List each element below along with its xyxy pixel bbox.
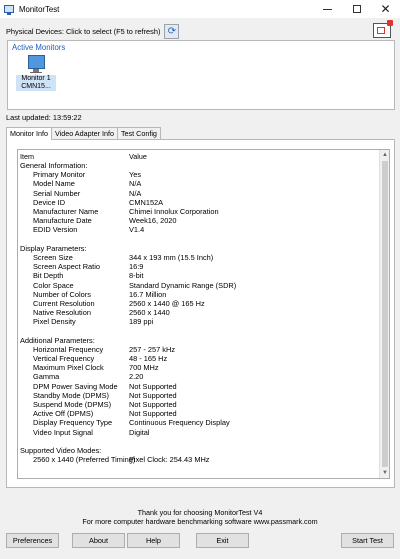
physical-devices-row bbox=[6, 23, 394, 39]
maximize-button[interactable] bbox=[342, 0, 371, 18]
grid-cell-value: 700 MHz bbox=[129, 363, 159, 373]
grid-row[interactable] bbox=[18, 418, 380, 427]
grid-cell-value: 257 - 257 kHz bbox=[129, 344, 176, 354]
grid-cell-item: Serial Number bbox=[33, 188, 81, 198]
grid-row[interactable] bbox=[18, 262, 380, 271]
grid-cell-item: 2560 x 1440 (Preferred Timing) bbox=[33, 455, 136, 465]
grid-row[interactable] bbox=[18, 253, 380, 262]
grid-row[interactable] bbox=[18, 179, 380, 188]
grid-cell-value: 48 - 165 Hz bbox=[129, 354, 168, 364]
grid-row[interactable] bbox=[18, 354, 380, 363]
grid-cell-value: N/A bbox=[129, 188, 142, 198]
active-monitors-title: Active Monitors bbox=[12, 43, 66, 52]
grid-cell-value: 344 x 193 mm (15.5 Inch) bbox=[129, 252, 214, 262]
grid-row[interactable] bbox=[18, 409, 380, 418]
grid-cell-item: Video Input Signal bbox=[33, 427, 93, 437]
button-bar bbox=[0, 533, 400, 549]
grid-row[interactable] bbox=[18, 382, 380, 391]
grid-header bbox=[18, 151, 380, 161]
grid-row[interactable] bbox=[18, 455, 380, 464]
tab-video-adapter-info[interactable]: Video Adapter Info bbox=[51, 127, 118, 139]
monitor-info-grid[interactable] bbox=[17, 149, 390, 479]
grid-cell-item: Gamma bbox=[33, 372, 60, 382]
grid-cell-value: Not Supported bbox=[129, 381, 177, 391]
monitor-name: Monitor 1 bbox=[16, 75, 56, 83]
preferences-button[interactable]: Preferences bbox=[6, 533, 59, 548]
close-icon: ✕ bbox=[380, 2, 391, 16]
grid-row[interactable] bbox=[18, 299, 380, 308]
grid-cell-item: Model Name bbox=[33, 179, 75, 189]
grid-cell-item: Screen Size bbox=[33, 252, 73, 262]
tab-monitor-info[interactable]: Monitor Info bbox=[6, 127, 52, 140]
app-monitor-icon bbox=[4, 5, 14, 13]
window-title: MonitorTest bbox=[19, 4, 60, 14]
grid-row[interactable] bbox=[18, 427, 380, 436]
footer-line-1: Thank you for choosing MonitorTest V4 bbox=[137, 508, 263, 517]
scroll-thumb[interactable] bbox=[382, 161, 388, 467]
footer-text bbox=[0, 509, 400, 526]
grid-row[interactable] bbox=[18, 308, 380, 317]
grid-row[interactable] bbox=[18, 391, 380, 400]
footer-line-2: For more computer hardware benchmarking software www.passmark.com bbox=[82, 516, 318, 526]
grid-row[interactable] bbox=[18, 170, 380, 179]
monitor-model: CMN15... bbox=[16, 83, 56, 91]
refresh-button[interactable] bbox=[164, 24, 179, 39]
close-button[interactable] bbox=[371, 0, 400, 18]
tab-test-config[interactable]: Test Config bbox=[117, 127, 161, 139]
grid-cell-item: Manufacturer Name bbox=[33, 207, 99, 217]
about-button[interactable]: About bbox=[72, 533, 125, 548]
grid-cell-value: 2560 x 1440 bbox=[129, 308, 170, 318]
minimize-icon bbox=[323, 9, 332, 10]
grid-cell-value: 8-bit bbox=[129, 271, 144, 281]
grid-row[interactable] bbox=[18, 225, 380, 234]
grid-cell-value: Week16, 2020 bbox=[129, 216, 177, 226]
grid-row[interactable] bbox=[18, 317, 380, 326]
grid-cell-item: Color Space bbox=[33, 280, 74, 290]
section-modes bbox=[18, 446, 380, 455]
physical-devices-label: Physical Devices: Click to select (F5 to refresh) bbox=[6, 26, 161, 36]
grid-row[interactable] bbox=[18, 400, 380, 409]
grid-row[interactable] bbox=[18, 280, 380, 289]
grid-scrollbar[interactable] bbox=[379, 150, 389, 478]
tab-bar bbox=[6, 127, 160, 139]
section-display bbox=[18, 244, 380, 253]
section-title: Additional Parameters: bbox=[20, 335, 95, 345]
grid-cell-item: Pixel Density bbox=[33, 317, 76, 327]
grid-row[interactable] bbox=[18, 207, 380, 216]
title-bar bbox=[0, 0, 400, 18]
grid-cell-value: 16:9 bbox=[129, 262, 144, 272]
identify-monitors-icon[interactable] bbox=[373, 23, 391, 38]
section-general bbox=[18, 161, 380, 170]
active-monitors-panel bbox=[7, 40, 395, 110]
maximize-icon bbox=[353, 5, 361, 13]
grid-cell-item: Current Resolution bbox=[33, 298, 95, 308]
grid-row[interactable] bbox=[18, 271, 380, 280]
section-title: Display Parameters: bbox=[20, 243, 87, 253]
grid-cell-item: Primary Monitor bbox=[33, 170, 86, 180]
header-value: Value bbox=[129, 151, 147, 161]
monitor-1-item[interactable] bbox=[16, 55, 56, 105]
grid-cell-item: EDID Version bbox=[33, 225, 78, 235]
grid-cell-value: V1.4 bbox=[129, 225, 145, 235]
header-item: Item bbox=[20, 151, 34, 161]
grid-cell-value: Yes bbox=[129, 170, 142, 180]
grid-cell-value: 16.7 Million bbox=[129, 289, 167, 299]
grid-cell-item: Active Off (DPMS) bbox=[33, 409, 94, 419]
section-additional bbox=[18, 336, 380, 345]
grid-cell-item: Maximum Pixel Clock bbox=[33, 363, 104, 373]
start-test-button[interactable]: Start Test bbox=[341, 533, 394, 548]
grid-cell-item: Manufacture Date bbox=[33, 216, 92, 226]
scroll-up-icon[interactable]: ▲ bbox=[382, 152, 388, 158]
section-title: General Information: bbox=[20, 161, 88, 171]
grid-row[interactable] bbox=[18, 189, 380, 198]
grid-cell-value: Not Supported bbox=[129, 390, 177, 400]
grid-row[interactable] bbox=[18, 372, 380, 381]
monitor-icon bbox=[28, 55, 45, 69]
refresh-icon: ⟳ bbox=[167, 25, 177, 37]
grid-cell-value: N/A bbox=[129, 179, 142, 189]
grid-cell-value: Pixel Clock: 254.43 MHz bbox=[129, 455, 210, 465]
monitor-info-panel bbox=[6, 139, 395, 488]
grid-cell-value: Digital bbox=[129, 427, 150, 437]
grid-cell-item: Suspend Mode (DPMS) bbox=[33, 399, 112, 409]
grid-cell-item: Vertical Frequency bbox=[33, 354, 95, 364]
grid-cell-item: Device ID bbox=[33, 197, 66, 207]
grid-cell-value: 189 ppi bbox=[129, 317, 154, 327]
grid-cell-value: Standard Dynamic Range (SDR) bbox=[129, 280, 237, 290]
scroll-down-icon[interactable]: ▼ bbox=[382, 470, 388, 476]
grid-cell-value: Not Supported bbox=[129, 399, 177, 409]
grid-cell-item: Horizontal Frequency bbox=[33, 344, 104, 354]
grid-row[interactable] bbox=[18, 290, 380, 299]
grid-cell-value: 2560 x 1440 @ 165 Hz bbox=[129, 298, 205, 308]
grid-row[interactable] bbox=[18, 345, 380, 354]
grid-cell-item: Number of Colors bbox=[33, 289, 91, 299]
grid-cell-value: CMN152A bbox=[129, 197, 164, 207]
grid-cell-item: Screen Aspect Ratio bbox=[33, 262, 100, 272]
grid-cell-item: Standby Mode (DPMS) bbox=[33, 390, 109, 400]
section-title: Supported Video Modes: bbox=[20, 445, 102, 455]
grid-cell-value: 2.20 bbox=[129, 372, 144, 382]
help-button[interactable]: Help bbox=[127, 533, 180, 548]
grid-cell-item: DPM Power Saving Mode bbox=[33, 381, 118, 391]
grid-cell-item: Native Resolution bbox=[33, 308, 91, 318]
grid-cell-value: Not Supported bbox=[129, 409, 177, 419]
minimize-button[interactable] bbox=[313, 0, 342, 18]
grid-cell-value: Chimei Innolux Corporation bbox=[129, 207, 219, 217]
grid-cell-item: Display Frequency Type bbox=[33, 418, 113, 428]
exit-button[interactable]: Exit bbox=[196, 533, 249, 548]
grid-cell-value: Continuous Frequency Display bbox=[129, 418, 230, 428]
grid-row[interactable] bbox=[18, 216, 380, 225]
grid-cell-item: Bit Depth bbox=[33, 271, 64, 281]
last-updated-label: Last updated: 13:59:22 bbox=[6, 113, 82, 122]
grid-row[interactable] bbox=[18, 198, 380, 207]
grid-row[interactable] bbox=[18, 363, 380, 372]
